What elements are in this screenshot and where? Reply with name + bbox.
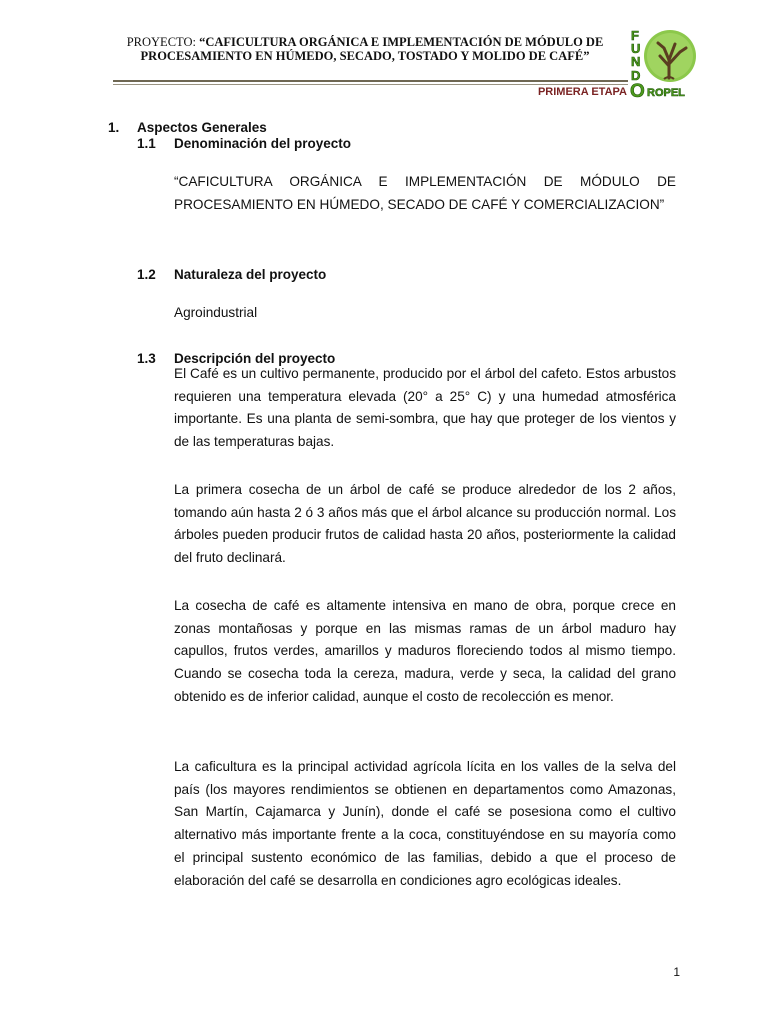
section-title: Aspectos Generales <box>137 120 267 135</box>
project-header-title <box>100 35 630 63</box>
logo-letter-3: N <box>631 54 641 69</box>
project-denomination: “CAFICULTURA ORGÁNICA E IMPLEMENTACIÓN DE MÓDULO DE PROCESAMIENTO EN HÚMEDO, SECADO DE CAFÉ Y COMERCIALIZACION” <box>174 174 676 212</box>
body-paragraph: La primera cosecha de un árbol de café se produce alrededor de los 2 años, tomando aún hasta 2 ó 3 años más que el árbol alcance su producción normal. Los árboles pueden producir frutos de calidad hasta 20 años, posteriormente la calidad del fruto declinará. <box>174 482 676 566</box>
subsection-title: Naturaleza del proyecto <box>174 267 327 282</box>
fundo-oropel-logo <box>628 26 704 100</box>
header-rule <box>113 80 628 82</box>
project-prefix: PROYECTO: <box>126 35 200 49</box>
tree-logo-icon <box>644 30 696 82</box>
body-paragraph: La cosecha de café es altamente intensiva en mano de obra, porque crece en zonas montañosas y porque en las mismas ramas de un árbol maduro hay capullos, frutos verdes, amarillos y maduros floreciendo todos al mismo tiempo. Cuando se cosecha toda la cereza, madura, verde y seca, la calidad del grano obtenido es de inferior calidad, aunque el costo de recolección es menor. <box>174 598 676 704</box>
subsection-number: 1.3 <box>137 351 156 366</box>
logo-letter-1: F <box>631 28 639 43</box>
page-number: 1 <box>673 965 680 979</box>
project-title-line-2: PROCESAMIENTO EN HÚMEDO, SECADO, TOSTADO Y MOLIDO DE CAFÉ” <box>140 49 590 63</box>
logo-letter-2: U <box>631 41 641 56</box>
stage-label: PRIMERA ETAPA <box>537 86 627 98</box>
body-paragraph: La caficultura es la principal actividad agrícola lícita en los valles de la selva del país (los mayores rendimientos se obtienen en departamentos como Amazonas, San Martín, Cajamarca y Junín), donde el café se posesiona como el cultivo alternativo más importante frente a la coca, constituyéndose en su mayoría como el principal sustento económico de las familias, debido a que el proceso de elaboración del café se desarrolla en condiciones agro ecológicas ideales. <box>174 759 676 888</box>
header-rule-thin <box>113 84 628 85</box>
subsection-number: 1.1 <box>137 136 156 151</box>
logo-letter-5: O <box>630 81 645 100</box>
subsection-title: Denominación del proyecto <box>174 136 352 151</box>
subsection-number: 1.2 <box>137 267 156 282</box>
subsection-title: Descripción del proyecto <box>174 351 336 366</box>
logo-wordmark: ROPEL <box>647 87 685 99</box>
body-paragraph: El Café es un cultivo permanente, producido por el árbol del cafeto. Estos arbustos requieren una temperatura elevada (20° a 25° C) y una humedad atmosférica importante. Es una planta de semi-sombra, que hay que proteger de los vientos y de las temperaturas bajas. <box>174 366 676 450</box>
section-number: 1. <box>108 120 120 135</box>
project-title-line-1 <box>100 35 630 49</box>
project-nature: Agroindustrial <box>174 305 258 320</box>
logo-letter-4: D <box>631 68 641 83</box>
project-title-1: “CAFICULTURA ORGÁNICA E IMPLEMENTACIÓN DE MÓDULO DE <box>199 35 604 49</box>
